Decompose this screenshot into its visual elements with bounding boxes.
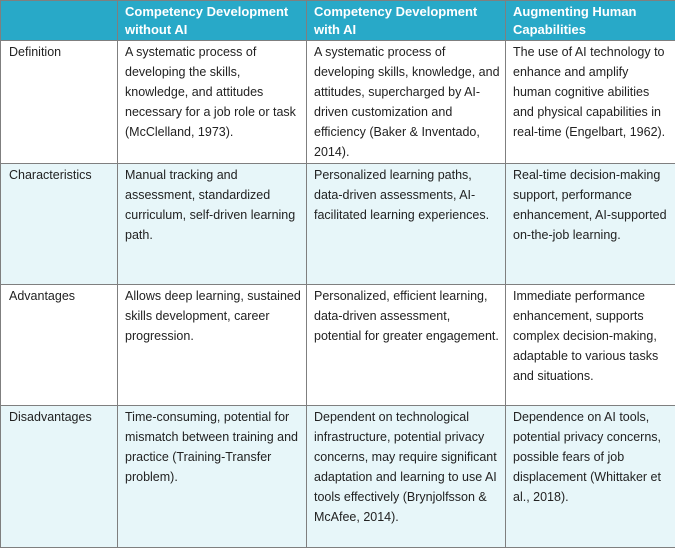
cell-augmenting: The use of AI technology to enhance and amplify human cognitive abilities and physical capabilities in real-time (Engelbart, 1962). (506, 41, 675, 164)
table-row-disadvantages (1, 406, 675, 548)
cell-without-ai: Allows deep learning, sustained skills development, career progression. (118, 285, 307, 406)
cell-augmenting: Dependence on AI tools, potential privacy concerns, possible fears of job displacement (Whittaker et al., 2018). (506, 406, 675, 548)
table-row-definition (1, 41, 675, 164)
cell-with-ai: A systematic process of developing skills, knowledge, and attitudes, supercharged by AI-driven customization and efficiency (Baker & Inventado, 2014). (307, 41, 506, 164)
header-without-ai: Competency Development without AI (118, 1, 307, 41)
cell-with-ai: Dependent on technological infrastructure, potential privacy concerns, may require significant adaptation and learning to use AI tools effectively (Brynjolfsson & McAfee, 2014). (307, 406, 506, 548)
cell-without-ai: Manual tracking and assessment, standardized curriculum, self-driven learning path. (118, 164, 307, 285)
cell-without-ai: Time-consuming, potential for mismatch between training and practice (Training-Transfer problem). (118, 406, 307, 548)
row-label: Advantages (1, 285, 118, 406)
table-row-advantages (1, 285, 675, 406)
row-label: Definition (1, 41, 118, 164)
header-with-ai: Competency Development with AI (307, 1, 506, 41)
cell-with-ai: Personalized learning paths, data-driven assessments, AI-facilitated learning experiences. (307, 164, 506, 285)
table-row-characteristics (1, 164, 675, 285)
cell-augmenting: Real-time decision-making support, performance enhancement, AI-supported on-the-job learning. (506, 164, 675, 285)
cell-augmenting: Immediate performance enhancement, supports complex decision-making, adaptable to various tasks and situations. (506, 285, 675, 406)
cell-without-ai: A systematic process of developing the skills, knowledge, and attitudes necessary for a job role or task (McClelland, 1973). (118, 41, 307, 164)
cell-with-ai: Personalized, efficient learning, data-driven assessment, potential for greater engagement. (307, 285, 506, 406)
row-label: Disadvantages (1, 406, 118, 548)
table-header-row (1, 1, 675, 41)
header-augmenting: Augmenting Human Capabilities (506, 1, 675, 41)
row-label: Characteristics (1, 164, 118, 285)
header-corner-cell (1, 1, 118, 41)
